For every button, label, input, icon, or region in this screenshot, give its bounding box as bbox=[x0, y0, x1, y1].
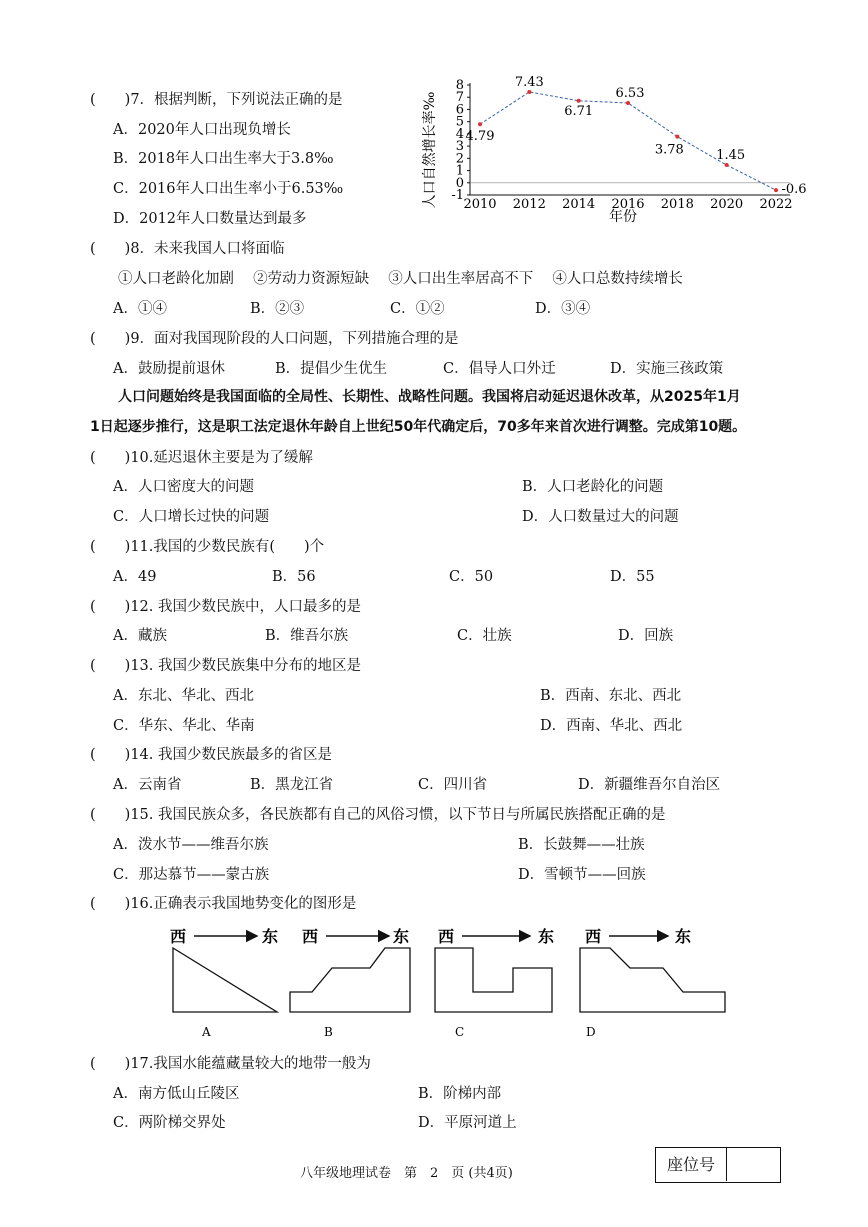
q17-option-c: C．两阶梯交界处 bbox=[113, 1115, 226, 1131]
q13-option-c: C．华东、华北、华南 bbox=[113, 718, 255, 734]
diagram-c-label: C bbox=[455, 1025, 465, 1039]
chart-x-tick-label: 2016 bbox=[611, 197, 645, 212]
chart-y-tick-label: 0 bbox=[455, 175, 464, 191]
q10-option-b: B．人口老龄化的问题 bbox=[522, 479, 664, 495]
q12-option-a: A．藏族 bbox=[113, 628, 167, 644]
diagram-b-label: B bbox=[324, 1025, 333, 1039]
diagram-d-label: D bbox=[586, 1025, 596, 1039]
seat-number-box bbox=[655, 1147, 781, 1183]
q15-option-d: D．雪顿节——回族 bbox=[518, 867, 646, 883]
chart-x-tick-label: 2010 bbox=[463, 197, 497, 212]
diagram-b-west-label: 西 bbox=[302, 927, 319, 946]
q15-stem: ( )15. 我国民族众多，各民族都有自己的风俗习惯，以下节日与所属民族搭配正确的是 bbox=[90, 807, 666, 823]
chart-series-line bbox=[480, 92, 776, 190]
q11-option-c: C．50 bbox=[449, 569, 494, 585]
diagram-d-west-label: 西 bbox=[585, 927, 602, 946]
diagram-c bbox=[435, 927, 554, 1039]
q11-option-d: D．55 bbox=[610, 569, 655, 585]
chart-data-point bbox=[478, 122, 482, 126]
chart-data-label: 4.79 bbox=[465, 129, 495, 145]
chart-y-axis-label: 人口自然增长率‰ bbox=[422, 91, 438, 209]
q7-option-a: A．2020年人口出现负增长 bbox=[113, 122, 291, 138]
chart-y-tick-label: -1 bbox=[451, 188, 464, 203]
q17-stem: ( )17.我国水能蕴藏量较大的地带一般为 bbox=[90, 1056, 371, 1072]
q15-option-a: A．泼水节——维吾尔族 bbox=[113, 837, 269, 853]
q10-option-d: D．人口数量过大的问题 bbox=[522, 509, 679, 525]
population-growth-chart bbox=[418, 75, 818, 225]
chart-data-label: 6.53 bbox=[615, 85, 645, 101]
page-footer: 八年级地理试卷 第 2 页 (共4页) bbox=[300, 1166, 513, 1181]
q14-stem: ( )14. 我国少数民族最多的省区是 bbox=[90, 747, 332, 763]
q14-option-a: A．云南省 bbox=[113, 777, 182, 793]
diagram-a-label: A bbox=[202, 1025, 211, 1039]
chart-data-label: 3.78 bbox=[654, 142, 684, 158]
chart-y-tick-label: 5 bbox=[455, 114, 464, 130]
q12-option-b: B．维吾尔族 bbox=[265, 628, 349, 644]
chart-x-axis-label: 年份 bbox=[609, 209, 637, 225]
chart-data-point bbox=[527, 90, 531, 94]
q8-items: ①人口老龄化加剧 ②劳动力资源短缺 ③人口出生率居高不下 ④人口总数持续增长 bbox=[118, 271, 683, 287]
chart-y-tick-label: 3 bbox=[455, 139, 464, 155]
chart-y-tick-label: 1 bbox=[455, 163, 464, 179]
q8-option-c: C．①② bbox=[390, 301, 445, 317]
q14-option-b: B．黑龙江省 bbox=[250, 777, 334, 793]
chart-x-tick-label: 2022 bbox=[759, 197, 793, 212]
chart-data-point bbox=[675, 135, 679, 139]
passage-line-2: 1日起逐步推行，这是职工法定退休年龄自上世纪50年代确定后，70多年来首次进行调整。完成第10题。 bbox=[90, 419, 747, 435]
q9-option-a: A．鼓励提前退休 bbox=[113, 361, 225, 377]
q12-option-c: C．壮族 bbox=[457, 628, 512, 644]
q12-stem: ( )12. 我国少数民族中，人口最多的是 bbox=[90, 599, 361, 615]
diagram-a bbox=[170, 927, 278, 1039]
q8-option-a: A．①④ bbox=[113, 301, 167, 317]
q7-option-c: C．2016年人口出生率小于6.53‰ bbox=[113, 181, 344, 197]
q17-option-d: D．平原河道上 bbox=[418, 1115, 517, 1131]
chart-data-label: 1.45 bbox=[716, 148, 746, 164]
diagram-d bbox=[580, 927, 725, 1039]
chart-y-tick-label: 4 bbox=[455, 126, 464, 142]
chart-data-label: 6.71 bbox=[564, 103, 594, 119]
chart-x-tick-label: 2018 bbox=[660, 197, 694, 212]
chart-y-tick-label: 8 bbox=[455, 78, 464, 93]
q17-option-b: B．阶梯内部 bbox=[418, 1086, 502, 1102]
chart-data-point bbox=[577, 99, 581, 103]
terrain-profile-diagrams bbox=[160, 920, 740, 1045]
chart-x-tick-label: 2012 bbox=[512, 197, 546, 212]
q7-option-d: D．2012年人口数量达到最多 bbox=[113, 211, 307, 227]
chart-data-point bbox=[774, 188, 778, 192]
diagram-c-west-label: 西 bbox=[438, 927, 455, 946]
q9-option-b: B．提倡少生优生 bbox=[275, 361, 388, 377]
q8-stem: ( )8．未来我国人口将面临 bbox=[90, 241, 285, 257]
passage-line-1: 人口问题始终是我国面临的全局性、长期性、战略性问题。我国将启动延迟退休改革，从2025年1月 bbox=[118, 389, 741, 405]
q11-option-a: A．49 bbox=[113, 569, 157, 585]
diagram-a-west-label: 西 bbox=[170, 927, 187, 946]
chart-y-tick-label: 7 bbox=[455, 90, 464, 106]
q9-option-d: D．实施三孩政策 bbox=[610, 361, 724, 377]
q12-option-d: D．回族 bbox=[618, 628, 674, 644]
diagram-d-east-label: 东 bbox=[675, 927, 692, 946]
chart-data-label: -0.6 bbox=[781, 182, 807, 198]
q15-option-b: B．长鼓舞——壮族 bbox=[518, 837, 645, 853]
chart-y-tick-label: 2 bbox=[455, 151, 464, 167]
q10-stem: ( )10.延迟退休主要是为了缓解 bbox=[90, 450, 313, 466]
q8-option-b: B．②③ bbox=[250, 301, 305, 317]
q13-option-a: A．东北、华北、西北 bbox=[113, 688, 254, 704]
q9-stem: ( )9．面对我国现阶段的人口问题，下列措施合理的是 bbox=[90, 331, 459, 347]
chart-data-point bbox=[626, 101, 630, 105]
q10-option-c: C．人口增长过快的问题 bbox=[113, 509, 270, 525]
q8-option-d: D．③④ bbox=[535, 301, 591, 317]
q7-option-b: B．2018年人口出生率大于3.8‰ bbox=[113, 151, 334, 167]
q17-option-a: A．南方低山丘陵区 bbox=[113, 1086, 240, 1102]
q13-option-d: D．西南、华北、西北 bbox=[540, 718, 683, 734]
chart-data-point bbox=[725, 163, 729, 167]
q14-option-c: C．四川省 bbox=[418, 777, 488, 793]
diagram-b bbox=[290, 927, 410, 1039]
q11-stem: ( )11.我国的少数民族有( )个 bbox=[90, 539, 325, 555]
q14-option-d: D．新疆维吾尔自治区 bbox=[578, 777, 721, 793]
q11-option-b: B．56 bbox=[272, 569, 316, 585]
q16-stem: ( )16.正确表示我国地势变化的图形是 bbox=[90, 896, 357, 912]
diagram-a-east-label: 东 bbox=[262, 927, 279, 946]
q10-option-a: A．人口密度大的问题 bbox=[113, 479, 254, 495]
seat-number-label: 座位号 bbox=[656, 1148, 727, 1181]
chart-y-tick-label: 6 bbox=[455, 102, 464, 118]
chart-data-label: 7.43 bbox=[514, 75, 544, 90]
chart-x-tick-label: 2020 bbox=[710, 197, 744, 212]
q13-stem: ( )13. 我国少数民族集中分布的地区是 bbox=[90, 658, 361, 674]
q9-option-c: C．倡导人口外迁 bbox=[443, 361, 556, 377]
diagram-b-east-label: 东 bbox=[393, 927, 410, 946]
q15-option-c: C．那达慕节——蒙古族 bbox=[113, 867, 270, 883]
q13-option-b: B．西南、东北、西北 bbox=[540, 688, 682, 704]
chart-x-tick-label: 2014 bbox=[562, 197, 596, 212]
diagram-c-east-label: 东 bbox=[538, 927, 555, 946]
q7-stem: ( )7．根据判断，下列说法正确的是 bbox=[90, 92, 343, 108]
